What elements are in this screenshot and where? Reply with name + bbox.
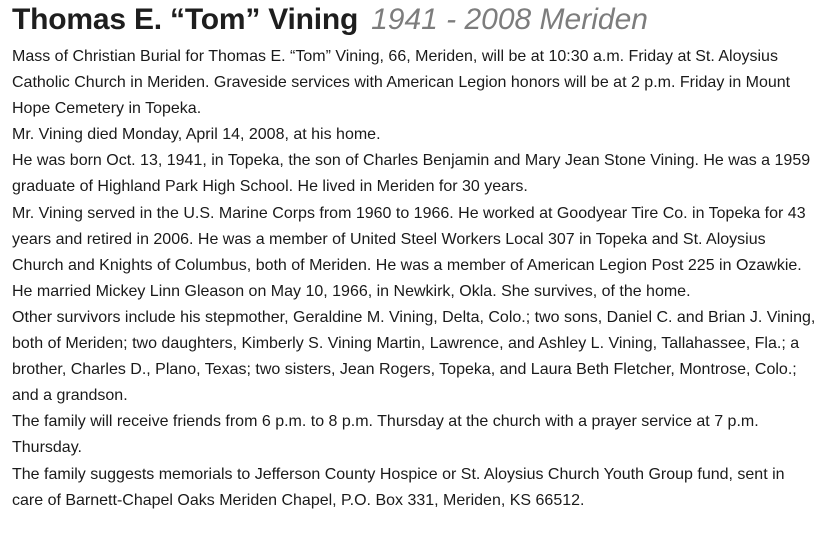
life-dates-and-place: 1941 - 2008 Meriden (371, 3, 648, 36)
paragraph-memorials: The family suggests memorials to Jefferson County Hospice or St. Aloysius Church Youth Group fund, sent in care of Barnett-Chapel Oaks Meriden Chapel, P.O. Box 331, Meriden, KS 66512. (12, 465, 785, 509)
paragraph-service-details: Mass of Christian Burial for Thomas E. “Tom” Vining, 66, Meriden, will be at 10:30 a.m. Friday at St. Aloysius Catholic Church in Meriden. Graveside services with American Legion honors will be at 2 p.m. Friday in Mount Hope Cemetery in Topeka. (12, 48, 791, 118)
obituary-heading (12, 0, 817, 39)
paragraph-career: Mr. Vining served in the U.S. Marine Corps from 1960 to 1966. He worked at Goodyear Tire Co. in Topeka for 43 years and retired in 2006. He was a member of United Steel Workers Local 307 in Topeka and St. Aloysius Church and Knights of Columbus, both of Meriden. He was a member of American Legion Post 225 in Ozawkie. (12, 204, 806, 274)
paragraph-visitation: The family will receive friends from 6 p.m. to 8 p.m. Thursday at the church with a prayer service at 7 p.m. Thursday. (12, 413, 759, 457)
paragraph-marriage: He married Mickey Linn Gleason on May 10, 1966, in Newkirk, Okla. She survives, of the home. (12, 282, 691, 300)
paragraph-survivors: Other survivors include his stepmother, Geraldine M. Vining, Delta, Colo.; two sons, Daniel C. and Brian J. Vining, both of Meriden; two daughters, Kimberly S. Vining Martin, Lawrence, and Ashley L. Vining, Tallahassee, Fla.; a brother, Charles D., Plano, Texas; two sisters, Jean Rogers, Topeka, and Laura Beth Fletcher, Montrose, Colo.; and a grandson. (12, 308, 816, 405)
paragraph-birth: He was born Oct. 13, 1941, in Topeka, the son of Charles Benjamin and Mary Jean Stone Vining. He was a 1959 graduate of Highland Park High School. He lived in Meriden for 30 years. (12, 152, 811, 196)
paragraph-death: Mr. Vining died Monday, April 14, 2008, at his home. (12, 126, 381, 144)
obituary-body (12, 44, 817, 514)
deceased-name: Thomas E. “Tom” Vining (12, 3, 359, 36)
